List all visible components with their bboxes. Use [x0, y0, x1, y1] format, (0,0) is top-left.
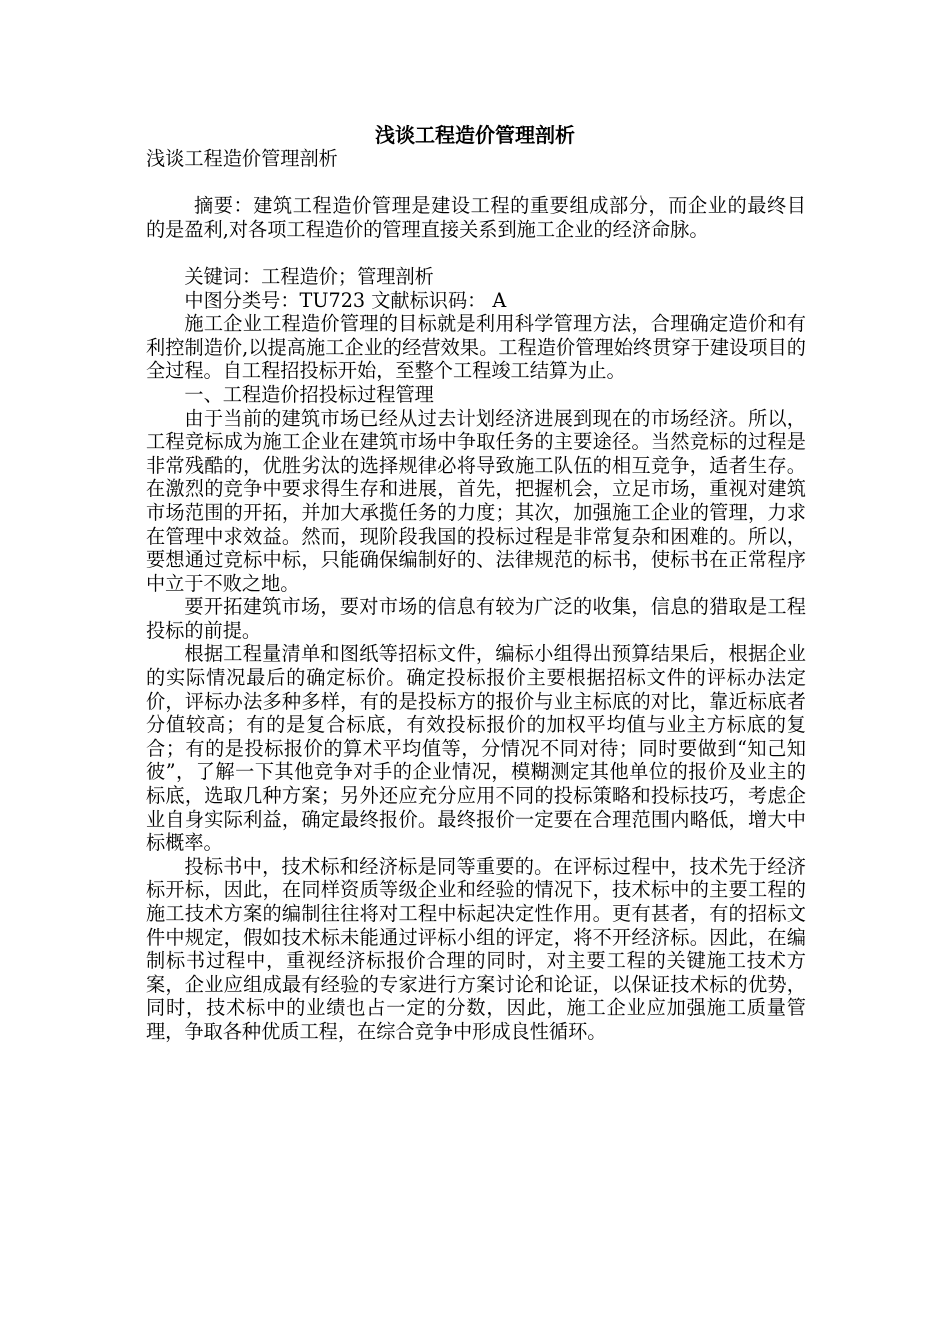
abstract-paragraph: 摘要：建筑工程造价管理是建设工程的重要组成部分，而企业的最终目的是盈利,对各项工程造价的管理直接关系到施工企业的经济命脉。 [146, 194, 806, 241]
body-paragraph: 投标书中，技术标和经济标是同等重要的。在评标过程中，技术先于经济标开标，因此，在同样资质等级企业和经验的情况下，技术标中的主要工程的施工技术方案的编制往往将对工程中标起决定性作用。更有甚者，有的招标文件中规定，假如技术标未能通过评标小组的评定，将不开经济标。因此，在编制标书过程中，重视经济标报价合理的同时，对主要工程的关键施工技术方案，企业应组成最有经验的专家进行方案讨论和论证，以保证技术标的优势，同时，技术标中的业绩也占一定的分数，因此，施工企业应加强施工质量管理，争取各种优质工程，在综合竞争中形成良性循环。 [146, 854, 806, 1043]
document-subtitle: 浅谈工程造价管理剖析 [146, 147, 338, 170]
classification-line: 中图分类号：TU723 文献标识码： A [184, 288, 507, 312]
document-body [146, 147, 806, 1044]
keywords-line: 关键词：工程造价；管理剖析 [184, 264, 434, 288]
document-title: 浅谈工程造价管理剖析 [375, 123, 575, 147]
body-paragraph-intro: 施工企业工程造价管理的目标就是利用科学管理方法，合理确定造价和有利控制造价,以提高施工企业的经营效果。工程造价管理始终贯穿于建设项目的全过程。自工程招投标开始，至整个工程竣工结算为止。 [146, 312, 806, 383]
body-paragraph: 根据工程量清单和图纸等招标文件，编标小组得出预算结果后，根据企业的实际情况最后的确定标价。确定投标报价主要根据招标文件的评标办法定价，评标办法多种多样，有的是投标方的报价与业主标底的对比，靠近标底者分值较高；有的是复合标底，有效投标报价的加权平均值与业主方标底的复合；有的是投标报价的算术平均值等，分情况不同对待；同时要做到“知己知彼”，了解一下其他竞争对手的企业情况，模糊测定其他单位的报价及业主的标底，选取几种方案；另外还应充分应用不同的投标策略和投标技巧，考虑企业自身实际利益，确定最终报价。最终报价一定要在合理范围内略低，增大中标概率。 [146, 642, 806, 855]
section-heading: 一、工程造价招投标过程管理 [184, 382, 434, 406]
body-paragraph: 由于当前的建筑市场已经从过去计划经济进展到现在的市场经济。所以，工程竞标成为施工企业在建筑市场中争取任务的主要途径。当然竞标的过程是非常残酷的，优胜劣汰的选择规律必将导致施工队伍的相互竞争，适者生存。在激烈的竞争中要求得生存和进展，首先，把握机会，立足市场，重视对建筑市场范围的开拓，并加大承揽任务的力度；其次，加强施工企业的管理，力求在管理中求效益。然而，现阶段我国的投标过程是非常复杂和困难的。所以，要想通过竞标中标，只能确保编制好的、法律规范的标书，使标书在正常程序中立于不败之地。 [146, 406, 806, 595]
body-paragraph: 要开拓建筑市场，要对市场的信息有较为广泛的收集，信息的猎取是工程投标的前提。 [146, 595, 806, 642]
